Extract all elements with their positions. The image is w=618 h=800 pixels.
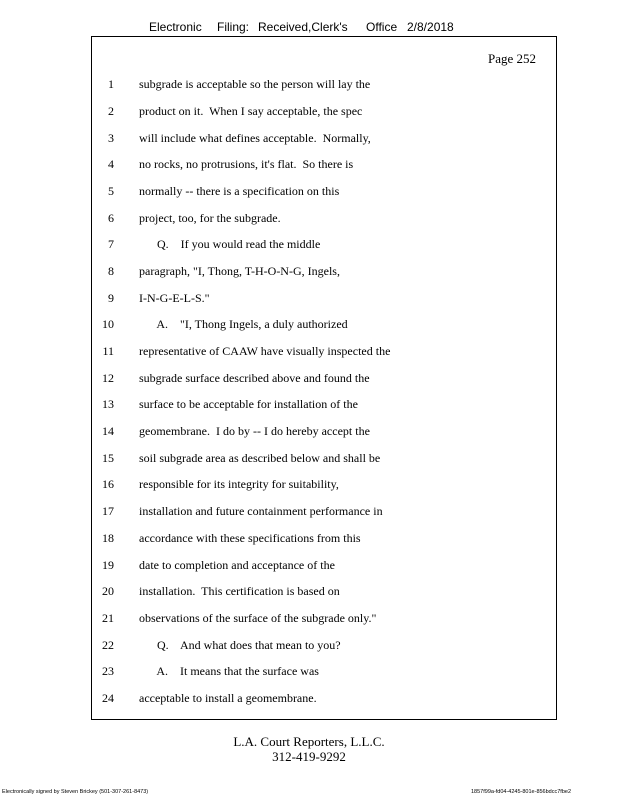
line-text: subgrade is acceptable so the person will lay the — [139, 77, 371, 91]
header-received: Received,Clerk's — [258, 20, 348, 34]
line-text: paragraph, "I, Thong, T-H-O-N-G, Ingels, — [139, 264, 340, 278]
line-text: responsible for its integrity for suitability, — [139, 477, 339, 491]
line-number: 13 — [102, 397, 114, 411]
transcript-line — [92, 638, 556, 656]
line-number: 4 — [108, 157, 114, 171]
line-text: installation and future containment performance in — [139, 504, 383, 518]
line-text: will include what defines acceptable. Normally, — [139, 131, 371, 145]
line-number: 15 — [102, 451, 114, 465]
line-text: product on it. When I say acceptable, the spec — [139, 104, 363, 118]
line-number: 5 — [108, 184, 114, 198]
line-text: observations of the surface of the subgrade only." — [139, 611, 377, 625]
line-number: 23 — [102, 664, 114, 678]
reporter-phone: 312-419-9292 — [272, 749, 346, 764]
header-date: 2/8/2018 — [407, 20, 454, 34]
line-number: 12 — [102, 371, 114, 385]
line-number: 17 — [102, 504, 114, 518]
line-number: 22 — [102, 638, 114, 652]
line-text: date to completion and acceptance of the — [139, 558, 335, 572]
transcript-line — [92, 344, 556, 362]
header-electronic: Electronic — [149, 20, 202, 34]
header-office: Office — [366, 20, 398, 34]
reporter-company-name: L.A. Court Reporters, L.L.C. — [233, 734, 385, 749]
page-number: Page 252 — [487, 51, 536, 66]
transcript-line — [92, 424, 556, 442]
line-number: 10 — [102, 317, 114, 331]
transcript-line — [92, 611, 556, 629]
line-text: installation. This certification is based on — [139, 584, 340, 598]
line-text: A. "I, Thong Ingels, a duly authorized — [139, 317, 348, 331]
line-text: subgrade surface described above and found the — [139, 371, 370, 385]
line-text: normally -- there is a specification on this — [139, 184, 340, 198]
line-number: 1 — [108, 77, 114, 91]
line-text: Q. And what does that mean to you? — [139, 638, 341, 652]
line-text: soil subgrade area as described below and shall be — [139, 451, 381, 465]
line-text: I-N-G-E-L-S." — [139, 291, 210, 305]
transcript-line — [92, 584, 556, 602]
document-hash-id: 1857f99a-fd04-4245-801e-856bdcc7fbe2 — [471, 789, 571, 795]
transcript-line — [92, 504, 556, 522]
line-text: acceptable to install a geomembrane. — [139, 691, 317, 705]
transcript-line — [92, 237, 556, 255]
transcript-line — [92, 317, 556, 335]
filing-stamp-header — [0, 20, 618, 36]
line-number: 6 — [108, 211, 114, 225]
line-text: geomembrane. I do by -- I do hereby accept the — [139, 424, 370, 438]
transcript-line — [92, 558, 556, 576]
line-number: 14 — [102, 424, 114, 438]
line-text: no rocks, no protrusions, it's flat. So there is — [139, 157, 354, 171]
transcript-line — [92, 264, 556, 282]
line-text: project, too, for the subgrade. — [139, 211, 281, 225]
line-number: 24 — [102, 691, 114, 705]
line-number: 19 — [102, 558, 114, 572]
line-number: 7 — [108, 237, 114, 251]
line-number: 2 — [108, 104, 114, 118]
transcript-line — [92, 371, 556, 389]
line-number: 11 — [102, 344, 114, 358]
line-text: A. It means that the surface was — [139, 664, 319, 678]
transcript-line — [92, 157, 556, 175]
transcript-line — [92, 531, 556, 549]
transcript-line — [92, 211, 556, 229]
transcript-line — [92, 131, 556, 149]
header-filing: Filing: — [217, 20, 250, 34]
line-text: surface to be acceptable for installation of the — [139, 397, 358, 411]
transcript-line — [92, 691, 556, 709]
transcript-line — [92, 397, 556, 415]
line-number: 3 — [108, 131, 114, 145]
transcript-line — [92, 184, 556, 202]
electronic-signature-text: Electronically signed by Steven Brickey (501-307-261-8473) — [2, 789, 149, 795]
line-number: 20 — [102, 584, 114, 598]
line-number: 9 — [108, 291, 114, 305]
line-text: accordance with these specifications from this — [139, 531, 361, 545]
transcript-line — [92, 77, 556, 95]
transcript-line — [92, 291, 556, 309]
line-text: Q. If you would read the middle — [139, 237, 321, 251]
transcript-line — [92, 451, 556, 469]
transcript-line — [92, 104, 556, 122]
transcript-line — [92, 664, 556, 682]
transcript-page-frame — [91, 36, 557, 720]
transcript-line — [92, 477, 556, 495]
line-number: 16 — [102, 477, 114, 491]
line-number: 21 — [102, 611, 114, 625]
line-number: 18 — [102, 531, 114, 545]
line-number: 8 — [108, 264, 114, 278]
line-text: representative of CAAW have visually inspected the — [139, 344, 391, 358]
